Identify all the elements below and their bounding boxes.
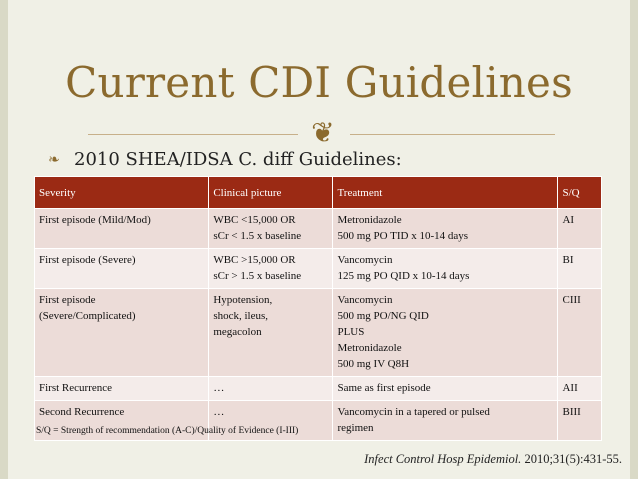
citation-details: 2010;31(5):431-55. xyxy=(521,452,622,466)
cell-clinical xyxy=(209,249,333,289)
cell-line: sCr < 1.5 x baseline xyxy=(213,230,302,242)
table-row xyxy=(35,289,602,377)
cell-line: First episode (Mild/Mod) xyxy=(39,214,151,226)
header-clinical-picture: Clinical picture xyxy=(209,177,333,209)
table-row xyxy=(35,377,602,401)
header-sq: S/Q xyxy=(558,177,602,209)
cell-sq: CIII xyxy=(558,289,602,377)
table-row xyxy=(35,249,602,289)
title-divider-right xyxy=(350,134,555,135)
header-treatment: Treatment xyxy=(333,177,558,209)
cell-line: sCr > 1.5 x baseline xyxy=(213,270,302,282)
title-divider-left xyxy=(88,134,298,135)
cell-line: Vancomycin in a tapered or pulsed xyxy=(337,406,490,418)
bullet-item xyxy=(48,148,402,172)
cell-severity xyxy=(35,209,209,249)
table-row xyxy=(35,209,602,249)
cell-line: 500 mg PO TID x 10-14 days xyxy=(337,230,469,242)
header-severity: Severity xyxy=(35,177,209,209)
cell-line: PLUS xyxy=(337,326,365,338)
cell-line: 500 mg PO/NG QID xyxy=(337,310,429,322)
cell-line: 500 mg IV Q8H xyxy=(337,358,410,370)
cell-line: Hypotension, xyxy=(213,294,273,306)
cell-sq: BI xyxy=(558,249,602,289)
cell-line: (Severe/Complicated) xyxy=(39,310,136,322)
cell-line: WBC >15,000 OR xyxy=(213,254,296,266)
cell-line: Second Recurrence xyxy=(39,406,125,418)
table-header-row xyxy=(35,177,602,209)
cell-clinical xyxy=(209,289,333,377)
flourish-icon: ❦ xyxy=(311,116,335,149)
cell-line: First episode xyxy=(39,294,96,306)
guidelines-table xyxy=(34,176,602,441)
cell-line: shock, ileus, xyxy=(213,310,269,322)
cell-line: Metronidazole xyxy=(337,342,402,354)
cell-line: Vancomycin xyxy=(337,254,393,266)
cell-severity xyxy=(35,249,209,289)
cell-sq: BIII xyxy=(558,401,602,441)
footnote: S/Q = Strength of recommendation (A-C)/Quality of Evidence (I-III) xyxy=(36,426,299,436)
cell-line: regimen xyxy=(337,422,374,434)
cell-line: WBC <15,000 OR xyxy=(213,214,296,226)
cell-clinical xyxy=(209,209,333,249)
cell-treatment xyxy=(333,401,558,441)
cell-line: First Recurrence xyxy=(39,382,112,394)
citation-journal: Infect Control Hosp Epidemiol. xyxy=(364,452,522,466)
cell-line: Vancomycin xyxy=(337,294,393,306)
cell-severity xyxy=(35,289,209,377)
slide-title: Current CDI Guidelines xyxy=(65,58,573,107)
cell-line: 125 mg PO QID x 10-14 days xyxy=(337,270,470,282)
citation xyxy=(364,452,622,467)
bullet-text: 2010 SHEA/IDSA C. diff Guidelines: xyxy=(74,149,402,170)
cell-line: Metronidazole xyxy=(337,214,402,226)
cell-line: Same as first episode xyxy=(337,382,431,394)
cell-sq: AI xyxy=(558,209,602,249)
cell-line: First episode (Severe) xyxy=(39,254,136,266)
cell-line: … xyxy=(213,406,225,418)
cell-treatment xyxy=(333,289,558,377)
cell-clinical xyxy=(209,377,333,401)
cell-line: megacolon xyxy=(213,326,262,338)
cell-treatment xyxy=(333,377,558,401)
cell-line: … xyxy=(213,382,225,394)
cell-sq: AII xyxy=(558,377,602,401)
cell-treatment xyxy=(333,209,558,249)
cell-treatment xyxy=(333,249,558,289)
cell-severity xyxy=(35,377,209,401)
bullet-flourish-icon: ❧ xyxy=(48,152,60,168)
